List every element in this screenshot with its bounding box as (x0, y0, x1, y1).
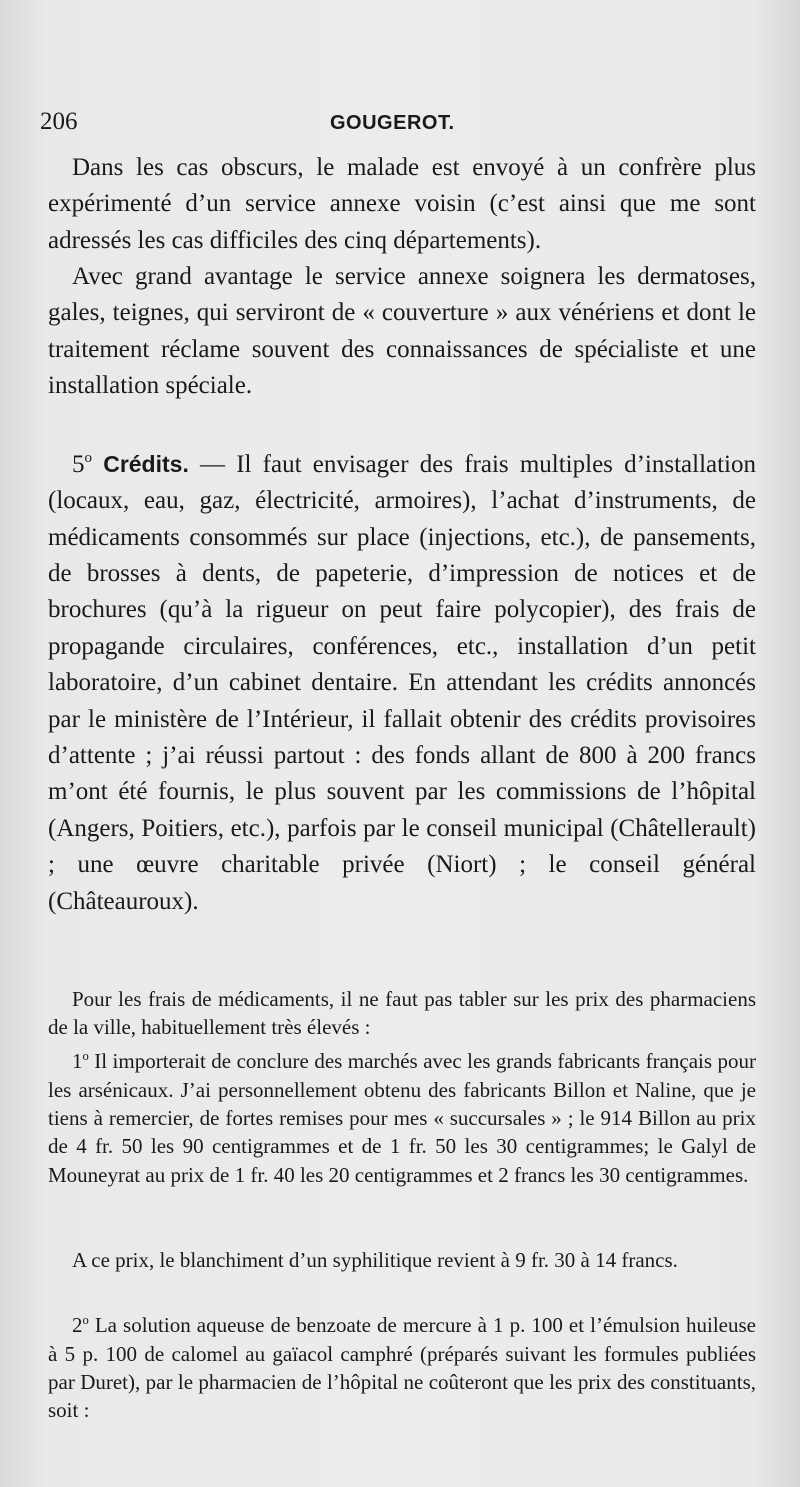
section-heading: Crédits. (103, 450, 189, 477)
list-number: 1 (72, 1049, 83, 1074)
paragraph-credits (48, 440, 756, 920)
paragraph-arsenicals-text: Il importerait de conclure des marchés avec les grands fabricants français pour les arsénicaux. J’ai personnellement obtenu des fabricants Billon et Naline, que je tiens à remercier, de fortes remises pour mes « succursales » ; le 914 Billon au prix de 4 fr. 50 les 90 centigrammes et de 1 fr. 50 les 30 centigrammes; le Galyl de Mouneyrat au prix de 1 fr. 40 les 20 centigrammes et 2 francs les 30 centigrammes. (48, 1049, 756, 1187)
list-number: 2 (72, 1313, 83, 1338)
paragraph-mercury (48, 1306, 756, 1425)
paragraph-medication-costs: Pour les frais de médicaments, il ne faut pas tabler sur les prix des pharmaciens de la ville, habituellement très élevés : (48, 987, 756, 1040)
running-head: GOUGEROT. (330, 112, 455, 134)
page-number: 206 (40, 108, 78, 135)
section-number: 5 (72, 450, 85, 478)
paragraph-arsenicals (48, 1042, 756, 1189)
ordinal-mark: o (82, 1049, 89, 1063)
page-header (40, 108, 760, 142)
paragraph-annex-service: Avec grand avantage le service annexe soignera les dermatoses, gales, teignes, qui serviront de « couverture » aux vénériens et dont le traitement réclame souvent des connaissances de spécialiste et une installation spéciale. (48, 263, 756, 400)
paragraph-referral: Dans les cas obscurs, le malade est envoyé à un confrère plus expérimenté d’un service annexe voisin (c’est ainsi que me sont adressés les cas difficiles des cinq départements). (48, 154, 756, 254)
paragraph-treatment-cost: A ce prix, le blanchiment d’un syphilitique revient à 9 fr. 30 à 14 francs. (72, 1248, 678, 1272)
ordinal-mark: o (84, 450, 92, 466)
paragraph-credits-text: — Il faut envisager des frais multiples d’installation (locaux, eau, gaz, électricité, armoires), l’achat d’instruments, de médicaments consommés sur place (injections, etc.), de pansements, de brosses à dents, de papeterie, d’impression de notices et de brochures (qu’à la rigueur on peut faire polycopier), des frais de propagande circulaires, conférences, etc., installation d’un petit laboratoire, d’un cabinet dentaire. En attendant les crédits annoncés par le ministère de l’Intérieur, il fallait obtenir des crédits provisoires d’attente ; j’ai réussi partout : des fonds allant de 800 à 200 francs m’ont été fournis, le plus souvent par les commissions de l’hôpital (Angers, Poitiers, etc.), parfois par le conseil municipal (Châtellerault) ; une œuvre charitable privée (Niort) ; le conseil général (Châteauroux). (48, 450, 757, 915)
paragraph-mercury-text: La solution aqueuse de benzoate de mercure à 1 p. 100 et l’émulsion huileuse à 5 p. 100 de calomel au gaïacol camphré (préparés suivant les formules publiées par Duret), par le pharmacien de l’hôpital ne coûteront que les prix des constituants, soit : (48, 1313, 756, 1423)
ordinal-mark: o (82, 1313, 89, 1327)
